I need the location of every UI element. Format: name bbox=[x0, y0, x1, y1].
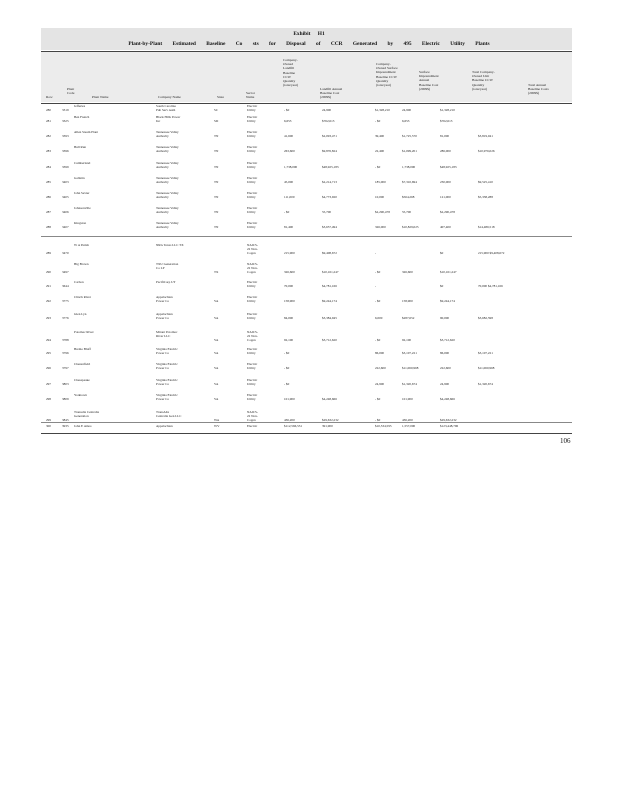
table-title: Plant-by-Plant Estimated Baseline Co sts for Disposal of CCR Generated by 495 Electric Utility Plants bbox=[128, 41, 490, 47]
table-cell-sc: $11,060,968 bbox=[402, 366, 419, 371]
table-cell-row: 300 bbox=[46, 424, 51, 428]
table-cell-row: 293 bbox=[46, 316, 51, 321]
table-cell-sq: 24,900 bbox=[375, 382, 385, 387]
table-cell-state: TN bbox=[214, 180, 219, 185]
table-cell-code: 3935 bbox=[62, 424, 69, 428]
table-cell-tq: 286,000 bbox=[440, 149, 451, 154]
col-total-cost: Total Annual Baseline Costs (2009$) bbox=[528, 83, 549, 96]
table-cell-state: TN bbox=[214, 210, 219, 215]
table-cell-lc: $2,214,713 bbox=[322, 180, 337, 185]
table-cell-sector: Electric bbox=[247, 424, 258, 428]
table-cell-tq: $2,290,478 bbox=[440, 210, 455, 215]
table-cell-sector: Electric Utility bbox=[247, 362, 258, 371]
table-cell-lc: $48,925,183 bbox=[322, 165, 339, 170]
table-cell-lq: 41,600 bbox=[284, 134, 294, 139]
table-cell-code: 3845 bbox=[62, 418, 69, 423]
table-cell-tq: $0 bbox=[440, 251, 444, 256]
table-cell-row: 298 bbox=[46, 397, 51, 402]
table-cell-sector: Electric Utility bbox=[247, 393, 258, 402]
col-landfill-cost: Landfill Annual Baseline Cost (2009$) bbox=[320, 87, 343, 100]
exhibit-title: Exhibit H1 bbox=[293, 31, 325, 37]
table-cell-lq: $112,566,531 bbox=[284, 424, 303, 428]
table-cell-sector: Electric Utility bbox=[247, 104, 258, 113]
table-cell-tc: $14,486,518 bbox=[478, 225, 495, 230]
table-cell-company: Tennessee Valley Authority bbox=[156, 191, 179, 200]
table-cell-name: Carbon bbox=[74, 280, 84, 284]
table-cell-lc: $2,093,471 bbox=[322, 134, 337, 139]
row-divider bbox=[41, 422, 572, 423]
table-cell-sq: 222,600 bbox=[375, 366, 386, 371]
table-cell-code: 3403 bbox=[62, 180, 69, 185]
table-cell-tq: 24,900 bbox=[440, 382, 450, 387]
table-cell-sq: - bbox=[375, 251, 377, 256]
table-cell-sc: 1,738,000 bbox=[402, 165, 416, 170]
table-cell-row: 297 bbox=[46, 382, 51, 387]
table-cell-lq: 101,900 bbox=[284, 397, 295, 402]
table-cell-company: TransAlta Centralia Gen LLC bbox=[156, 410, 182, 419]
table-cell-code: 3803 bbox=[62, 382, 69, 387]
table-cell-tq: $762,613 bbox=[440, 119, 453, 124]
table-cell-sc: $287,652 bbox=[402, 316, 415, 321]
table-cell-sq: - $0 bbox=[375, 299, 381, 304]
table-cell-name: Jefferies bbox=[74, 104, 86, 108]
table-cell-lq: - $0 bbox=[284, 108, 290, 113]
table-cell-code: 3406 bbox=[62, 210, 69, 215]
table-cell-lc: 391,900 bbox=[322, 424, 333, 428]
table-cell-name: Ben French bbox=[74, 115, 90, 119]
table-cell-code: 3796 bbox=[62, 351, 69, 356]
table-cell-lq: 81,400 bbox=[284, 225, 294, 230]
table-cell-row: 292 bbox=[46, 299, 51, 304]
col-surface-cost: Surface Impoundment Annual Baseline Cost (2009$) bbox=[419, 70, 439, 91]
table-cell-row: 294 bbox=[46, 338, 51, 343]
table-cell-code: 3775 bbox=[62, 299, 69, 304]
table-cell-sector: Electric Utility bbox=[247, 378, 258, 387]
table-cell-sector: Electric Utility bbox=[247, 115, 258, 124]
table-cell-state: VA bbox=[214, 366, 219, 371]
table-cell-tc: $11,060,968 bbox=[478, 366, 495, 371]
table-cell-lq: 70,000 bbox=[284, 284, 294, 289]
table-cell-company: NRG Texas LLC TX bbox=[156, 243, 184, 247]
table-cell-sq: 22,400 bbox=[375, 149, 385, 154]
table-cell-sq: - $0 bbox=[375, 397, 381, 402]
table-cell-company: Tennessee Valley Authority bbox=[156, 221, 179, 230]
table-cell-name: Transalta Centralia Generation bbox=[74, 410, 100, 419]
table-cell-tc: $5,338,288 bbox=[478, 195, 493, 200]
table-cell-tq: 90,000 bbox=[440, 316, 450, 321]
table-cell-sc: 158,900 bbox=[402, 299, 413, 304]
table-cell-name: John E Amos bbox=[74, 424, 92, 428]
table-cell-sc: $564,268 bbox=[402, 195, 415, 200]
table-cell-name: Yorktown bbox=[74, 393, 88, 397]
table-cell-lq: - $0 bbox=[284, 382, 290, 387]
col-plant-name: Plant Name bbox=[92, 95, 109, 99]
table-cell-sector: NAICS- 22 Non- Cogen bbox=[247, 243, 258, 256]
table-cell-lc: 24,900 bbox=[322, 108, 332, 113]
table-bottom-rule bbox=[41, 433, 572, 434]
table-cell-lq: 6,653 bbox=[284, 119, 292, 124]
table-cell-sq: 185,000 bbox=[375, 180, 386, 185]
table-cell-sector: Electric Utility bbox=[247, 312, 258, 321]
table-cell-sector: Electric Utility bbox=[247, 347, 258, 356]
table-cell-sq: $1,328,210 bbox=[375, 108, 390, 113]
table-cell-lc: $3,712,620 bbox=[322, 338, 337, 343]
table-cell-company: South Carolina Pub Serv Auth bbox=[156, 104, 176, 113]
table-cell-company: Tennessee Valley Authority bbox=[156, 130, 179, 139]
table-cell-sq: - $0 bbox=[375, 418, 381, 423]
table-cell-tc: $3,819,041 bbox=[478, 134, 493, 139]
table-cell-name: John Sevier bbox=[74, 191, 90, 195]
table-cell-sector: Electric Utility bbox=[247, 206, 258, 215]
table-cell-state: WA bbox=[214, 418, 220, 423]
table-cell-company: Virginia Electric Power Co bbox=[156, 347, 178, 356]
table-cell-sector: Electric Utility bbox=[247, 191, 258, 200]
table-cell-lq: - $0 bbox=[284, 366, 290, 371]
table-cell-company: Black Hills Power Inc bbox=[156, 115, 181, 124]
table-cell-sq: - $0 bbox=[375, 270, 381, 275]
table-cell-name: Chesapeake bbox=[74, 378, 90, 382]
table-cell-tq: 407,400 bbox=[440, 225, 451, 230]
table-cell-lq: - $0 bbox=[284, 351, 290, 356]
table-cell-row: 281 bbox=[46, 119, 51, 124]
table-cell-lc: $9,876,824 bbox=[322, 149, 337, 154]
table-cell-company: Tennessee Valley Authority bbox=[156, 176, 179, 185]
table-cell-sc: 1,557,000 bbox=[402, 424, 416, 428]
table-cell-tq: $3,712,620 bbox=[440, 338, 455, 343]
col-plant-code: Plant Code bbox=[67, 87, 75, 96]
table-cell-name: Glen Lyn bbox=[74, 312, 87, 316]
table-cell-lq: 263,600 bbox=[284, 149, 295, 154]
table-cell-company: Appalachian Power Co bbox=[156, 295, 173, 304]
table-cell-company: Virginia Electric Power Co bbox=[156, 362, 178, 371]
table-cell-tc: 70,000 $4,781,166 bbox=[478, 284, 503, 289]
table-cell-row: 286 bbox=[46, 195, 51, 200]
table-cell-sc: $1,725,570 bbox=[402, 134, 417, 139]
table-cell-row: 290 bbox=[46, 270, 51, 275]
table-cell-tc: $10,976,026 bbox=[478, 149, 495, 154]
table-cell-sc: 6,653 bbox=[402, 119, 410, 124]
table-cell-sc: 24,900 bbox=[402, 108, 412, 113]
table-cell-sq: 86,000 bbox=[375, 351, 385, 356]
table-cell-sc: $3,107,221 bbox=[402, 351, 417, 356]
table-cell-sq: - $0 bbox=[375, 119, 381, 124]
col-total-qty: Total Company- Owned Unit Baseline CCW Quantity (tons/year) bbox=[472, 70, 495, 91]
table-cell-company: Virginia Electric Power Co bbox=[156, 393, 178, 402]
table-cell-row: 289 bbox=[46, 251, 51, 256]
table-cell-sq: 326,000 bbox=[375, 225, 386, 230]
table-cell-sc: 326,600 bbox=[402, 270, 413, 275]
table-cell-state: SC bbox=[214, 108, 219, 113]
table-cell-row: 299 bbox=[46, 418, 51, 423]
table-cell-state: TN bbox=[214, 225, 219, 230]
table-cell-company: Mirant Potomac River LLC bbox=[156, 330, 178, 339]
table-cell-lc: $9,408,672 bbox=[322, 251, 337, 256]
table-cell-state: VA bbox=[214, 338, 219, 343]
table-cell-row: 288 bbox=[46, 225, 51, 230]
table-cell-row: 284 bbox=[46, 165, 51, 170]
table-cell-lc: $9,244,174 bbox=[322, 299, 337, 304]
table-cell-sector: NAICS- 22 Non- Cogen bbox=[247, 262, 258, 275]
table-cell-tq: $48,925,183 bbox=[440, 165, 457, 170]
table-cell-tq: 222,600 bbox=[440, 366, 451, 371]
col-row: Row bbox=[46, 95, 53, 99]
table-cell-sq: - $0 bbox=[375, 338, 381, 343]
table-cell-tq: $4,248,666 bbox=[440, 397, 455, 402]
table-cell-sq: 39,400 bbox=[375, 134, 385, 139]
col-state: State bbox=[217, 95, 224, 99]
table-cell-name: Johnsonville bbox=[74, 206, 91, 210]
table-cell-state: TN bbox=[214, 134, 219, 139]
table-cell-sq: - bbox=[375, 284, 377, 289]
table-cell-name: Chesterfield bbox=[74, 362, 91, 366]
table-cell-tq: $9,244,174 bbox=[440, 299, 455, 304]
table-cell-lc: $762,613 bbox=[322, 119, 335, 124]
table-cell-row: 296 bbox=[46, 366, 51, 371]
table-cell-lc: $4,248,666 bbox=[322, 397, 337, 402]
table-cell-state: VA bbox=[214, 351, 219, 356]
table-cell-code: 3644 bbox=[62, 284, 69, 289]
table-cell-code: 3497 bbox=[62, 270, 69, 275]
table-cell-lq: 92,100 bbox=[284, 338, 294, 343]
table-cell-sector: Electric Utility bbox=[247, 280, 258, 289]
table-cell-lq: 215,900 bbox=[284, 251, 295, 256]
table-cell-company: Appalachian bbox=[156, 424, 173, 428]
table-cell-code: 3405 bbox=[62, 195, 69, 200]
col-surface-qty: Company- Owned Surface Impoundment Baseline CCW Quantity (tons/year) bbox=[376, 62, 398, 88]
table-cell-state: TN bbox=[214, 165, 219, 170]
table-cell-row: 287 bbox=[46, 210, 51, 215]
table-cell-name: W A Parish bbox=[74, 243, 89, 247]
table-cell-state: VA bbox=[214, 382, 219, 387]
table-cell-lc: $3,657,494 bbox=[322, 225, 337, 230]
table-cell-name: Cumberland bbox=[74, 161, 91, 165]
table-cell-code: 3393 bbox=[62, 134, 69, 139]
table-cell-lc: $4,781,166 bbox=[322, 284, 337, 289]
table-cell-tc: $3,682,598 bbox=[478, 316, 493, 321]
table-cell-sq: 10,000 bbox=[375, 195, 385, 200]
table-cell-lq: 1,738,000 bbox=[284, 165, 298, 170]
table-cell-tq: $0 bbox=[440, 284, 444, 289]
table-cell-lc: $29,632,232 bbox=[322, 418, 339, 423]
table-cell-sector: Electric Utility bbox=[247, 145, 258, 154]
page-number: 106 bbox=[560, 437, 571, 445]
table-cell-state: TX bbox=[214, 270, 219, 275]
row-divider bbox=[41, 236, 572, 237]
table-cell-name: Clinch River bbox=[74, 295, 91, 299]
table-cell-lc: $10,161,247 bbox=[322, 270, 339, 275]
table-cell-name: Allen Steam Plant bbox=[74, 130, 98, 134]
table-cell-tc: $9,525,410 bbox=[478, 180, 493, 185]
table-cell-company: TXU Generation Co LP bbox=[156, 262, 179, 271]
table-cell-code: 3470 bbox=[62, 251, 69, 256]
table-cell-tc: $3,107,221 bbox=[478, 351, 493, 356]
col-company: Company Name bbox=[158, 95, 181, 99]
table-cell-state: WV bbox=[214, 424, 220, 428]
table-cell-sq: 6,000 bbox=[375, 316, 383, 321]
table-cell-row: 280 bbox=[46, 108, 51, 113]
table-cell-lq: 111,000 bbox=[284, 195, 295, 200]
table-cell-company: Tennessee Valley Authority bbox=[156, 206, 179, 215]
table-cell-lq: 326,600 bbox=[284, 270, 295, 275]
table-cell-tc: 215,900 $9,408,672 bbox=[478, 251, 505, 256]
table-cell-sc: $7,310,694 bbox=[402, 180, 417, 185]
table-cell-code: 3809 bbox=[62, 397, 69, 402]
table-cell-sc: 101,900 bbox=[402, 397, 413, 402]
table-cell-name: Bull Run bbox=[74, 145, 86, 149]
table-cell-code: 3788 bbox=[62, 338, 69, 343]
table-cell-sc: 436,200 bbox=[402, 418, 413, 423]
table-cell-company: Appalachian Power Co bbox=[156, 312, 173, 321]
table-cell-code: 3797 bbox=[62, 366, 69, 371]
table-cell-state: VA bbox=[214, 316, 219, 321]
table-cell-state: SD bbox=[214, 119, 219, 124]
table-cell-name: Potomac River bbox=[74, 330, 94, 334]
table-cell-state: TN bbox=[214, 149, 219, 154]
table-cell-lq: 436,200 bbox=[284, 418, 295, 423]
table-cell-sc: $10,829,025 bbox=[402, 225, 419, 230]
table-cell-sq: $2,290,478 bbox=[375, 210, 390, 215]
table-cell-row: 282 bbox=[46, 134, 51, 139]
table-cell-lq: 158,900 bbox=[284, 299, 295, 304]
table-cell-lc: $3,384,945 bbox=[322, 316, 337, 321]
table-cell-code: 3319 bbox=[62, 108, 69, 113]
table-cell-tq: $123,448,796 bbox=[440, 424, 459, 428]
table-cell-state: VA bbox=[214, 397, 219, 402]
table-cell-sector: Electric Utility bbox=[247, 130, 258, 139]
table-cell-row: 285 bbox=[46, 180, 51, 185]
table-cell-sq: - $0 bbox=[375, 165, 381, 170]
table-cell-code: 3396 bbox=[62, 149, 69, 154]
table-cell-sector: Electric Utility bbox=[247, 161, 258, 170]
table-cell-sector: Electric Utility bbox=[247, 295, 258, 304]
table-cell-tq: 81,000 bbox=[440, 134, 450, 139]
table-cell-company: Tennessee Valley Authority bbox=[156, 145, 179, 154]
table-cell-lq: 84,000 bbox=[284, 316, 294, 321]
table-cell-lc: $4,773,920 bbox=[322, 195, 337, 200]
table-cell-code: 3776 bbox=[62, 316, 69, 321]
table-cell-tq: $29,632,232 bbox=[440, 418, 457, 423]
table-cell-name: Bremo Bluff bbox=[74, 347, 91, 351]
table-cell-company: Virginia Electric Power Co bbox=[156, 378, 178, 387]
table-cell-company: Tennessee Valley Authority bbox=[156, 161, 179, 170]
table-cell-tq: 86,000 bbox=[440, 351, 450, 356]
table-cell-tc: $1,320,674 bbox=[478, 382, 493, 387]
table-cell-code: 3399 bbox=[62, 165, 69, 170]
table-cell-company: PacifiCorp UT bbox=[156, 280, 176, 284]
table-cell-row: 295 bbox=[46, 351, 51, 356]
table-cell-row: 283 bbox=[46, 149, 51, 154]
table-cell-code: 3325 bbox=[62, 119, 69, 124]
table-cell-sector: Electric Utility bbox=[247, 176, 258, 185]
table-cell-tq: $1,328,210 bbox=[440, 108, 455, 113]
header-rule bbox=[41, 103, 572, 104]
table-cell-sc: 55,700 bbox=[402, 210, 412, 215]
table-cell-name: Big Brown bbox=[74, 262, 89, 266]
table-cell-lq: 45,000 bbox=[284, 180, 294, 185]
table-cell-sector: Electric Utility bbox=[247, 221, 258, 230]
table-cell-sector: NAICS- 22 Non- Cogen bbox=[247, 410, 258, 423]
table-cell-tq: $10,161,247 bbox=[440, 270, 457, 275]
table-cell-state: TN bbox=[214, 195, 219, 200]
table-cell-sc: 92,100 bbox=[402, 338, 412, 343]
table-cell-row: 291 bbox=[46, 284, 51, 289]
table-cell-sc: $1,320,674 bbox=[402, 382, 417, 387]
col-sector: Sector Name bbox=[246, 91, 255, 100]
table-cell-name: Kingston bbox=[74, 221, 87, 225]
table-cell-sq: $10,534,595 bbox=[375, 424, 392, 428]
col-landfill-qty: Company- Owned Landfill Baseline CCW Quantity (tons/year) bbox=[283, 58, 299, 88]
table-cell-tq: 230,000 bbox=[440, 180, 451, 185]
table-cell-sc: $1,099,201 bbox=[402, 149, 417, 154]
table-cell-name: Gallatin bbox=[74, 176, 85, 180]
table-cell-sector: NAICS- 22 Non- Cogen bbox=[247, 330, 258, 343]
table-cell-lq: - $0 bbox=[284, 210, 290, 215]
table-cell-code: 3407 bbox=[62, 225, 69, 230]
table-cell-state: VA bbox=[214, 299, 219, 304]
table-cell-lc: 55,700 bbox=[322, 210, 332, 215]
table-cell-tq: 121,000 bbox=[440, 195, 451, 200]
